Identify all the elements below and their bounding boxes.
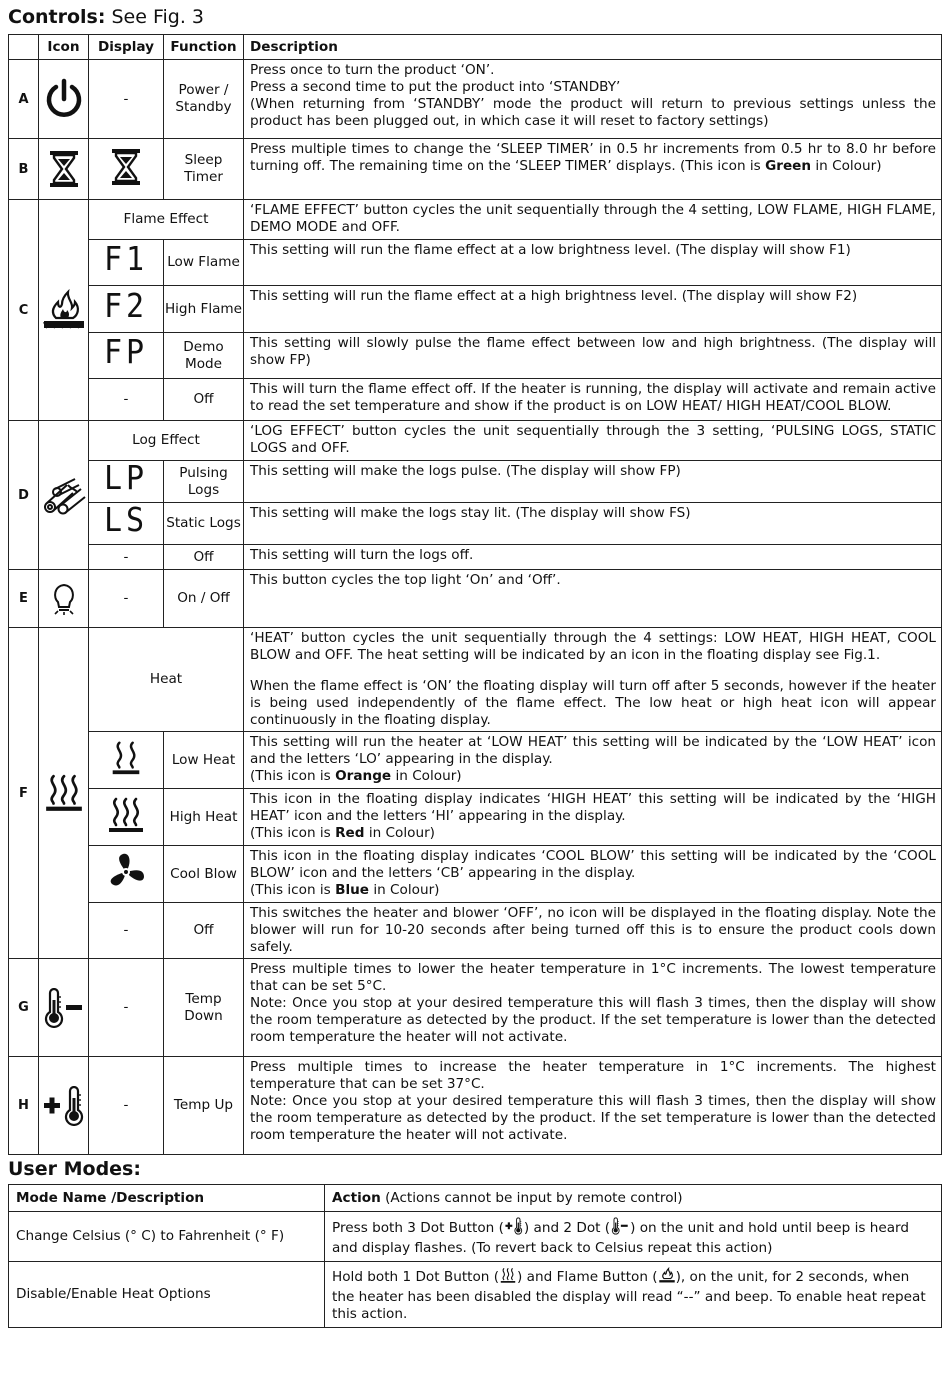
- desc-note: Note: Once you stop at your desired temperature this will flash 3 times, then the display will show the room temperature as detected by the product. If the set temperature is lower than the detected room temperature the heater will not activate.: [250, 995, 936, 1045]
- description-cell: This button cycles the top light ‘On’ and ‘Off’.: [244, 570, 942, 628]
- description-cell: [244, 959, 942, 1057]
- desc-text: in Colour): [391, 768, 462, 784]
- low-heat-icon: [89, 732, 164, 789]
- desc-note: Note: Once you stop at your desired temperature this will flash 3 times, then the display will show the room temperature as detected by the product. If the set temperature is lower than the detected room temperature the heater will not activate.: [250, 1093, 936, 1143]
- row-letter: A: [9, 60, 39, 139]
- desc-text: Press multiple times to lower the heater temperature in 1°C increments. The lowest temperature that can be set 5°C.: [250, 961, 936, 994]
- segment-text: LP: [103, 460, 149, 498]
- desc-text: (This icon is: [250, 825, 336, 841]
- row-f-group: [9, 628, 942, 732]
- row-letter: F: [9, 628, 39, 959]
- description-cell: This setting will make the logs stay lit. (The display will show FS): [244, 503, 942, 545]
- row-letter: C: [9, 200, 39, 421]
- action-text: ) on the unit and hold until beep is heard and display flashes. (To revert back to Celsius repeat this action): [332, 1219, 910, 1256]
- description-cell: [244, 1057, 942, 1155]
- temperature-up-icon: [39, 1057, 89, 1155]
- row-letter: D: [9, 421, 39, 570]
- desc-text: (This icon is: [250, 882, 336, 898]
- desc-text: in Colour): [364, 825, 435, 841]
- desc-line: Press a second time to put the product into ‘STANDBY’: [250, 79, 621, 95]
- row-letter: H: [9, 1057, 39, 1155]
- row-letter: G: [9, 959, 39, 1057]
- segment-display: [89, 333, 164, 379]
- action-text: ), on the unit, for 2 seconds, when the heater has been disabled the display will read “--” and beep. To enable heat repeat this action.: [332, 1268, 926, 1322]
- row-f-cool: [9, 846, 942, 903]
- segment-text: FP: [103, 333, 149, 372]
- desc-text: in Colour): [369, 882, 440, 898]
- segment-display: [89, 286, 164, 333]
- function-cell: Off: [164, 545, 244, 570]
- heat-waves-icon: [499, 1267, 517, 1289]
- action-text: Hold both 1 Dot Button (: [332, 1268, 500, 1285]
- row-f-off: [9, 903, 942, 959]
- row-c-f1: [9, 240, 942, 286]
- modes-header-row: [9, 1185, 942, 1212]
- row-c-off: [9, 379, 942, 421]
- row-a: [9, 60, 942, 139]
- row-c-fp: [9, 333, 942, 379]
- function-cell: Pulsing Logs: [164, 461, 244, 503]
- description-cell: This will turn the flame effect off. If the heater is running, the display will activate and remain active to read the set temperature and show if the product is on LOW HEAT/ HIGH HEAT/COOL BLOW.: [244, 379, 942, 421]
- description-cell: This setting will make the logs pulse. (The display will show FP): [244, 461, 942, 503]
- row-d-group: [9, 421, 942, 461]
- high-heat-icon: [89, 789, 164, 846]
- mode-name: Change Celsius (° C) to Fahrenheit (° F): [9, 1212, 325, 1262]
- mode-row: [9, 1262, 942, 1328]
- row-d-lp: [9, 461, 942, 503]
- desc-text: This icon in the floating display indicates ‘HIGH HEAT’ this setting will be indicated by the ‘HIGH HEAT’ icon and the letters ‘HI’ appearing in the display.: [250, 791, 936, 824]
- display-cell: -: [89, 903, 164, 959]
- action-text: ) and Flame Button (: [517, 1268, 658, 1285]
- display-cell: -: [89, 570, 164, 628]
- desc-text: This icon in the floating display indicates ‘COOL BLOW’ this setting will be indicated by the ‘COOL BLOW’ icon and the letters ‘CB’ appearing in the display.: [250, 848, 936, 881]
- description-cell: This switches the heater and blower ‘OFF’, no icon will be displayed in the floating display. Note the blower will run for 10-20 seconds after being turned off this is to ensure the product cools down safely.: [244, 903, 942, 959]
- description-cell: [244, 846, 942, 903]
- row-h: [9, 1057, 942, 1155]
- desc-text: (This icon is: [250, 768, 336, 784]
- logs-icon: [39, 421, 89, 570]
- function-cell: Off: [164, 379, 244, 421]
- mode-name: Disable/Enable Heat Options: [9, 1262, 325, 1328]
- colour-word: Orange: [335, 768, 392, 784]
- segment-display: [89, 503, 164, 545]
- description-cell: [244, 60, 942, 139]
- row-d-ls: [9, 503, 942, 545]
- desc-text: in Colour): [811, 158, 882, 174]
- display-cell: -: [89, 60, 164, 139]
- action-text: Press both 3 Dot Button (: [332, 1219, 504, 1236]
- header-mode-name: Mode Name /Description: [9, 1185, 325, 1212]
- controls-header-row: [9, 35, 942, 60]
- description-cell: [244, 628, 942, 732]
- description-cell: This setting will run the flame effect at a low brightness level. (The display will show F1): [244, 240, 942, 286]
- description-cell: [244, 139, 942, 200]
- controls-table: [8, 34, 942, 1155]
- controls-heading-bold: Controls:: [8, 6, 106, 28]
- row-letter: E: [9, 570, 39, 628]
- display-cell: -: [89, 1057, 164, 1155]
- hourglass-icon: [39, 139, 89, 200]
- header-function: Function: [164, 35, 244, 60]
- function-cell: High Flame: [164, 286, 244, 333]
- desc-text: This setting will run the heater at ‘LOW HEAT’ this setting will be indicated by the ‘LOW HEAT’ icon and the letters ‘LO’ appearing in the display.: [250, 734, 936, 767]
- row-c-f2: [9, 286, 942, 333]
- segment-display: [89, 461, 164, 503]
- row-g: [9, 959, 942, 1057]
- header-letter: [9, 35, 39, 60]
- temperature-down-icon: [39, 959, 89, 1057]
- function-cell: Log Effect: [89, 421, 244, 461]
- heat-waves-icon: [39, 628, 89, 959]
- hourglass-display-icon: [89, 139, 164, 200]
- desc-para: When the flame effect is ‘ON’ the floating display will turn off after 5 seconds, however if the heater is being used independently of the flame effect. The low heat or high heat icon will appear continuously in the floating display.: [250, 678, 936, 728]
- desc-line: (When returning from ‘STANDBY’ mode the product will return to previous settings unless the product has been plugged out, in which case it will reset to factory settings): [250, 96, 936, 129]
- desc-text: Press multiple times to change the ‘SLEEP TIMER’ in 0.5 hr increments from 0.5 hr to 8.0 hr before turning off. The remaining time on the ‘SLEEP TIMER’ displays. (This icon is: [250, 141, 936, 174]
- row-e: [9, 570, 942, 628]
- function-cell: Static Logs: [164, 503, 244, 545]
- segment-text: F1: [103, 240, 149, 279]
- desc-text: Press multiple times to increase the heater temperature in 1°C increments. The highest temperature that can be set 37°C.: [250, 1059, 936, 1092]
- display-cell: -: [89, 545, 164, 570]
- flame-icon: [658, 1267, 676, 1289]
- colour-word: Blue: [335, 882, 370, 898]
- action-text: ) and 2 Dot (: [523, 1219, 611, 1236]
- function-cell: Sleep Timer: [164, 139, 244, 200]
- description-cell: This setting will run the flame effect at a high brightness level. (The display will show F2): [244, 286, 942, 333]
- light-bulb-icon: [39, 570, 89, 628]
- description-cell: This setting will slowly pulse the flame effect between low and high brightness. (The display will show FP): [244, 333, 942, 379]
- function-cell: On / Off: [164, 570, 244, 628]
- header-action-rest: (Actions cannot be input by remote control): [380, 1189, 683, 1206]
- display-cell: -: [89, 379, 164, 421]
- description-cell: ‘FLAME EFFECT’ button cycles the unit sequentially through the 4 setting, LOW FLAME, HIGH FLAME, DEMO MODE and OFF.: [244, 200, 942, 240]
- row-b: [9, 139, 942, 200]
- function-cell: High Heat: [164, 789, 244, 846]
- colour-word: Green: [765, 158, 812, 174]
- function-cell: Off: [164, 903, 244, 959]
- description-cell: ‘LOG EFFECT’ button cycles the unit sequentially through the 3 setting, ‘PULSING LOGS, STATIC LOGS and OFF.: [244, 421, 942, 461]
- description-cell: This setting will turn the logs off.: [244, 545, 942, 570]
- function-cell: Temp Down: [164, 959, 244, 1057]
- temperature-up-icon: [504, 1217, 524, 1240]
- function-cell: Power / Standby: [164, 60, 244, 139]
- header-action: [325, 1185, 942, 1212]
- mode-row: [9, 1212, 942, 1262]
- function-cell: Low Flame: [164, 240, 244, 286]
- row-f-low: [9, 732, 942, 789]
- description-cell: [244, 732, 942, 789]
- function-cell: Cool Blow: [164, 846, 244, 903]
- segment-text: LS: [103, 502, 149, 540]
- function-cell: Demo Mode: [164, 333, 244, 379]
- temperature-down-icon: [610, 1217, 630, 1240]
- header-action-bold: Action: [332, 1189, 381, 1206]
- mode-action: [325, 1212, 942, 1262]
- header-display: Display: [89, 35, 164, 60]
- row-c-group: [9, 200, 942, 240]
- row-d-off: [9, 545, 942, 570]
- mode-action: [325, 1262, 942, 1328]
- controls-heading: [8, 6, 204, 28]
- user-modes-table: [8, 1184, 942, 1328]
- power-icon: [39, 60, 89, 139]
- function-cell: Heat: [89, 628, 244, 732]
- row-letter: B: [9, 139, 39, 200]
- fan-icon: [89, 846, 164, 903]
- segment-text: F2: [103, 286, 149, 326]
- colour-word: Red: [335, 825, 365, 841]
- header-icon: Icon: [39, 35, 89, 60]
- desc-line: Press once to turn the product ‘ON’.: [250, 62, 495, 78]
- user-modes-heading: User Modes:: [8, 1158, 141, 1180]
- segment-display: [89, 240, 164, 286]
- function-cell: Low Heat: [164, 732, 244, 789]
- function-cell: Flame Effect: [89, 200, 244, 240]
- header-description: Description: [244, 35, 942, 60]
- display-cell: -: [89, 959, 164, 1057]
- flame-icon: [39, 200, 89, 421]
- description-cell: [244, 789, 942, 846]
- row-f-high: [9, 789, 942, 846]
- function-cell: Temp Up: [164, 1057, 244, 1155]
- controls-heading-rest: See Fig. 3: [105, 6, 205, 28]
- desc-para: ‘HEAT’ button cycles the unit sequentially through the 4 settings: LOW HEAT, HIGH HEAT, COOL BLOW and OFF. The heat setting will be indicated by an icon in the floating display see Fig.1.: [250, 630, 936, 663]
